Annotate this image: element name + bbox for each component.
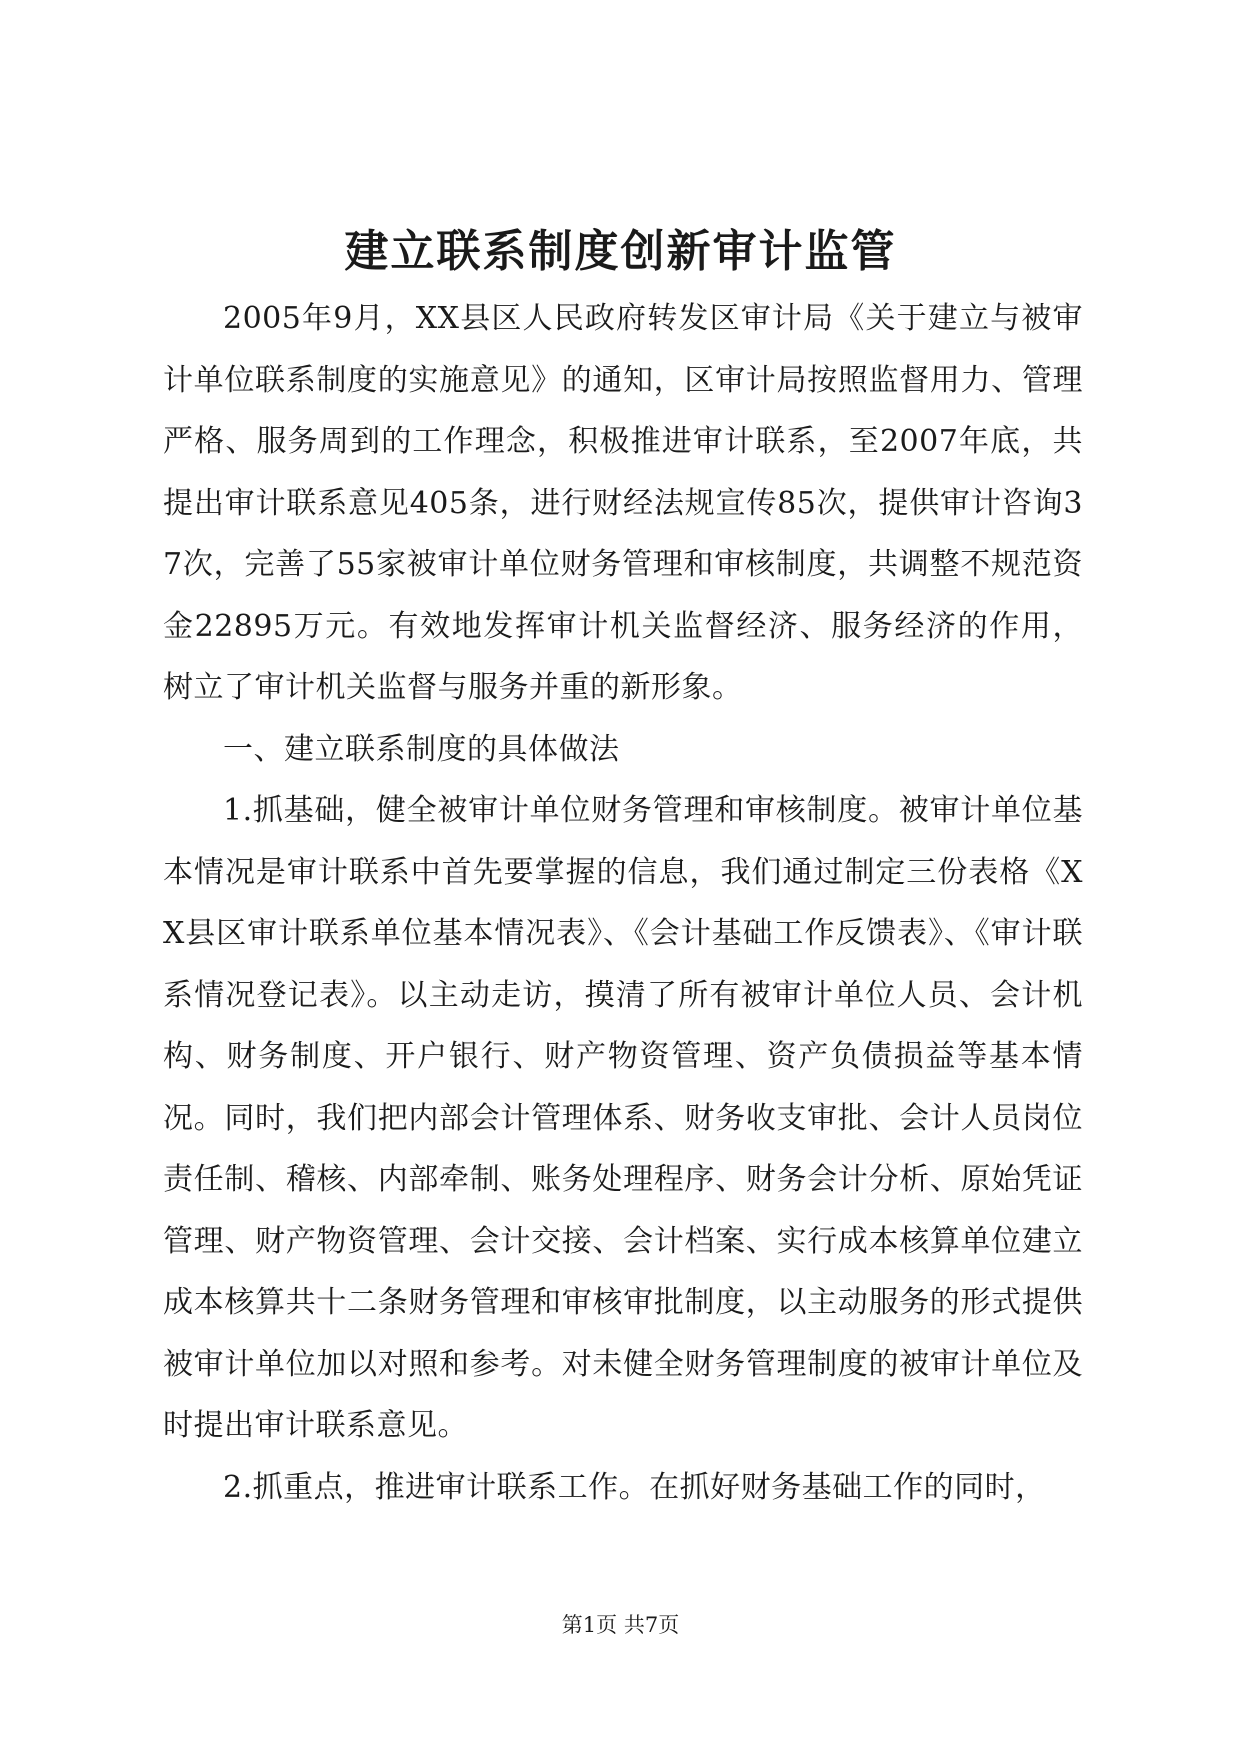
page-number-footer: 第1页 共7页 bbox=[561, 1613, 680, 1637]
paragraph-intro: 2005年9月，XX县区人民政府转发区审计局《关于建立与被审计单位联系制度的实施意见》的通知，区审计局按照监督用力、管理严格、服务周到的工作理念，积极推进审计联系，至2007年底，共提出审计联系意见405条，进行财经法规宣传85次，提供审计咨询37次，完善了55家被审计单位财务管理和审核制度，共调整不规范资金22895万元。有效地发挥审计机关监督经济、服务经济的作用，树立了审计机关监督与服务并重的新形象。 bbox=[163, 301, 1083, 705]
document-body bbox=[163, 288, 1083, 1518]
section-heading-1: 一、建立联系制度的具体做法 bbox=[223, 731, 620, 767]
paragraph-point-2: 2.抓重点，推进审计联系工作。在抓好财务基础工作的同时， bbox=[223, 1469, 1046, 1505]
paragraph-point-1: 1.抓基础，健全被审计单位财务管理和审核制度。被审计单位基本情况是审计联系中首先要掌握的信息，我们通过制定三份表格《XX县区审计联系单位基本情况表》、《会计基础工作反馈表》、《审计联系情况登记表》。以主动走访，摸清了所有被审计单位人员、会计机构、财务制度、开户银行、财产物资管理、资产负债损益等基本情况。同时，我们把内部会计管理体系、财务收支审批、会计人员岗位责任制、稽核、内部牵制、账务处理程序、财务会计分析、原始凭证管理、财产物资管理、会计交接、会计档案、实行成本核算单位建立成本核算共十二条财务管理和审核审批制度，以主动服务的形式提供被审计单位加以对照和参考。对未健全财务管理制度的被审计单位及时提出审计联系意见。 bbox=[163, 793, 1083, 1443]
document-title: 建立联系制度创新审计监管 bbox=[344, 226, 897, 277]
